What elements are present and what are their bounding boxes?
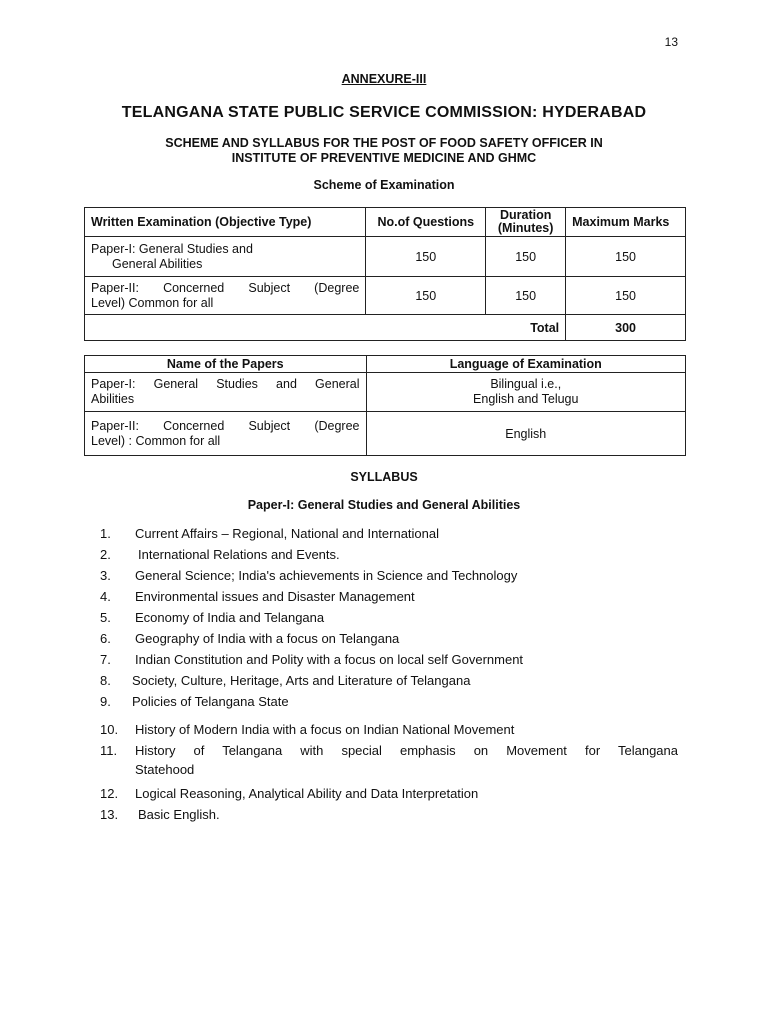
topic-number: 8. bbox=[100, 673, 111, 688]
header-language: Language of Examination bbox=[366, 356, 685, 373]
header-questions: No.of Questions bbox=[366, 208, 486, 237]
topic-text: Society, Culture, Heritage, Arts and Literature of Telangana bbox=[132, 673, 471, 688]
topic-text: Indian Constitution and Polity with a focus on local self Government bbox=[135, 652, 524, 667]
header-paper-name: Name of the Papers bbox=[85, 356, 367, 373]
paper-name-line1: Paper-I: General Studies and bbox=[91, 241, 253, 256]
topic-text: Policies of Telangana State bbox=[132, 694, 289, 709]
paper-name-line1: Paper-II: Concerned Subject (Degree bbox=[91, 280, 360, 295]
table-row bbox=[85, 412, 686, 456]
marks-cell: 150 bbox=[566, 277, 686, 315]
topic-number: 13. bbox=[100, 807, 119, 822]
questions-cell: 150 bbox=[366, 277, 486, 315]
topic-text: Basic English. bbox=[138, 807, 220, 822]
language-header-row bbox=[85, 356, 686, 373]
syllabus-title: SYLLABUS bbox=[350, 470, 418, 484]
paper-name-cell bbox=[85, 237, 366, 277]
table-row bbox=[85, 277, 686, 315]
table-row bbox=[85, 373, 686, 412]
topic-number: 4. bbox=[100, 589, 111, 604]
paper-name-line1: Paper-I: General Studies and General bbox=[91, 377, 360, 391]
document-subtitle bbox=[0, 136, 768, 166]
language-cell: English bbox=[366, 412, 685, 456]
header-written-exam: Written Examination (Objective Type) bbox=[85, 208, 366, 237]
total-value: 300 bbox=[566, 315, 686, 341]
topic-number: 6. bbox=[100, 631, 111, 646]
scheme-table bbox=[84, 207, 686, 341]
commission-title: TELANGANA STATE PUBLIC SERVICE COMMISSION: HYDERABAD bbox=[121, 104, 647, 121]
topic-number: 3. bbox=[100, 568, 111, 583]
topic-number: 5. bbox=[100, 610, 111, 625]
topic-text: General Science; India's achievements in Science and Technology bbox=[135, 568, 518, 583]
header-marks: Maximum Marks bbox=[566, 208, 686, 237]
total-label: Total bbox=[85, 315, 566, 341]
topic-number: 7. bbox=[100, 652, 111, 667]
topic-text: History of Modern India with a focus on Indian National Movement bbox=[135, 722, 515, 737]
language-table bbox=[84, 355, 686, 456]
paper-name-line2: Level) Common for all bbox=[91, 295, 214, 310]
duration-cell: 150 bbox=[486, 237, 566, 277]
topic-text: Economy of India and Telangana bbox=[135, 610, 325, 625]
topic-number: 9. bbox=[100, 694, 111, 709]
marks-cell: 150 bbox=[566, 237, 686, 277]
paper-name-line2: Level) : Common for all bbox=[91, 433, 221, 448]
subtitle-line-1: SCHEME AND SYLLABUS FOR THE POST OF FOOD SAFETY OFFICER IN bbox=[165, 136, 603, 150]
table-row bbox=[85, 237, 686, 277]
scheme-header-row bbox=[85, 208, 686, 237]
paper-name-cell bbox=[85, 412, 367, 456]
language-cell bbox=[366, 373, 685, 412]
topic-text: Logical Reasoning, Analytical Ability and Data Interpretation bbox=[135, 786, 479, 801]
topic-text-line1: History of Telangana with special emphasis on Movement for Telangana bbox=[135, 743, 678, 758]
questions-cell: 150 bbox=[366, 237, 486, 277]
paper-name-line2: Abilities bbox=[91, 392, 135, 406]
duration-cell: 150 bbox=[486, 277, 566, 315]
topic-text bbox=[135, 743, 678, 777]
paper-name-cell bbox=[85, 373, 367, 412]
topic-text: Current Affairs – Regional, National and International bbox=[135, 526, 440, 541]
topic-number: 11. bbox=[100, 743, 118, 758]
paper-name-cell bbox=[85, 277, 366, 315]
paper-name-line1: Paper-II: Concerned Subject (Degree bbox=[91, 418, 360, 433]
topic-number: 2. bbox=[100, 547, 111, 562]
header-duration: Duration (Minutes) bbox=[486, 208, 566, 237]
total-row bbox=[85, 315, 686, 341]
language-line2: English and Telugu bbox=[473, 392, 579, 406]
language-line1: Bilingual i.e., bbox=[490, 377, 562, 391]
page-number: 13 bbox=[664, 35, 678, 49]
topic-number: 1. bbox=[100, 526, 111, 541]
topic-text: Geography of India with a focus on Telangana bbox=[135, 631, 400, 646]
paper-name-line2: General Abilities bbox=[112, 256, 203, 271]
topic-text-line2: Statehood bbox=[135, 762, 195, 777]
annexure-heading: ANNEXURE-III bbox=[341, 72, 427, 86]
paper1-title: Paper-I: General Studies and General Abilities bbox=[247, 498, 521, 512]
scheme-title: Scheme of Examination bbox=[313, 178, 455, 192]
topic-number: 10. bbox=[100, 722, 119, 737]
topic-text: Environmental issues and Disaster Management bbox=[135, 589, 415, 604]
subtitle-line-2: INSTITUTE OF PREVENTIVE MEDICINE AND GHMC bbox=[231, 151, 537, 165]
topic-number: 12. bbox=[100, 786, 119, 801]
topic-text: International Relations and Events. bbox=[138, 547, 340, 562]
